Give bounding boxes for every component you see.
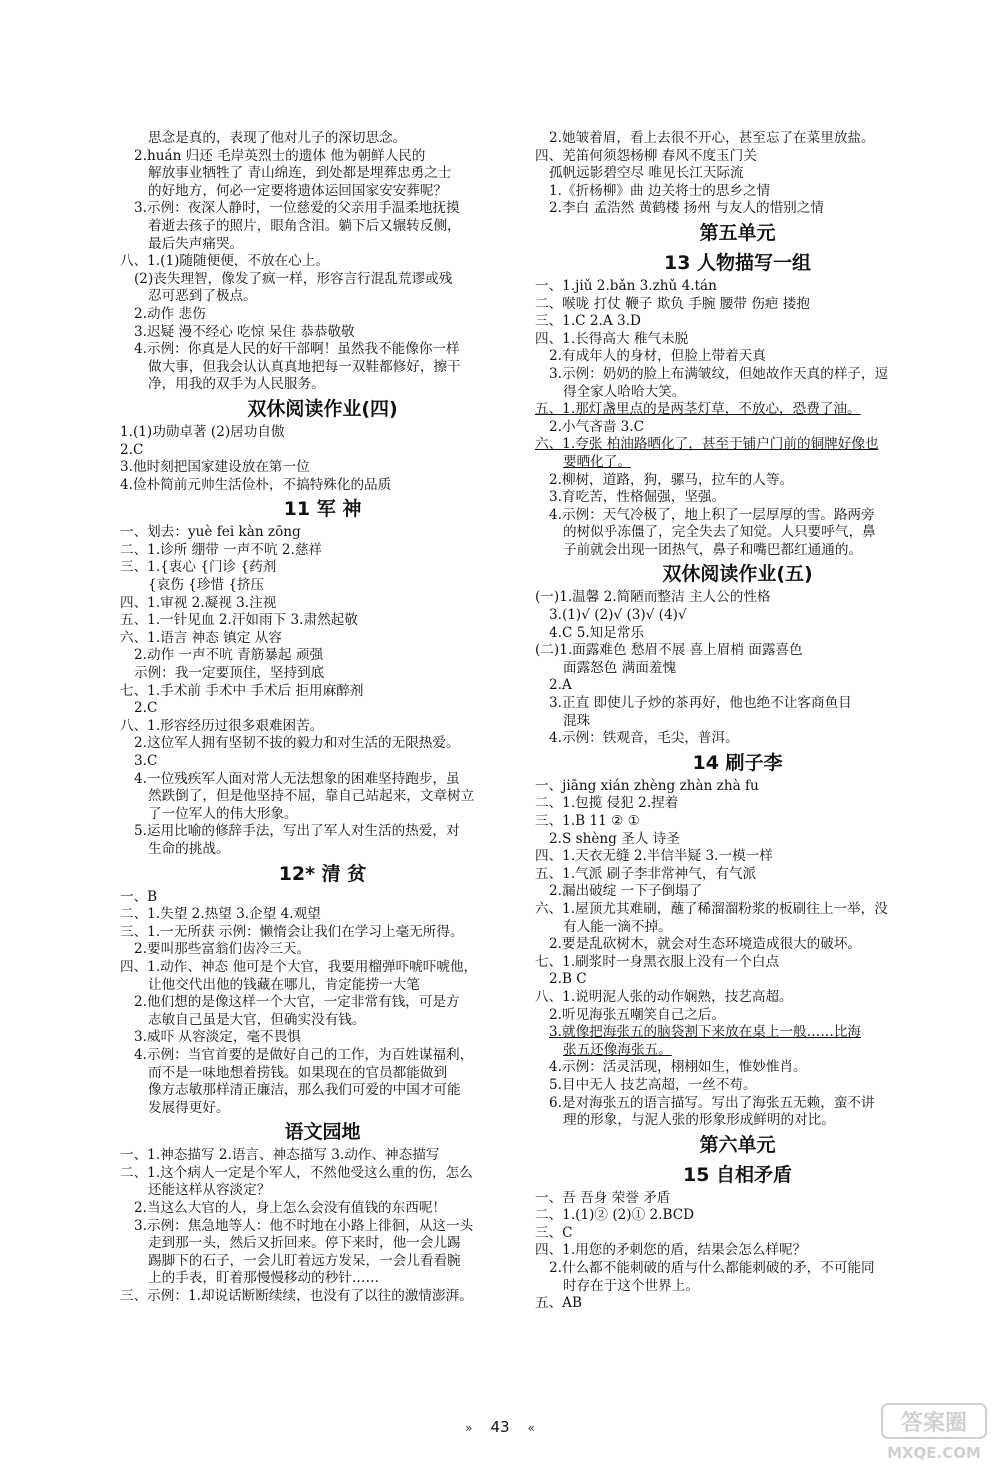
watermark-logo (880, 1400, 992, 1464)
answer-line: 七、1.刷浆时一身黑衣服上没有一个白点 (535, 953, 780, 970)
answer-line: 踢脚下的石子，一会儿盯着远方发呆，一会儿看看腕 (148, 1252, 461, 1269)
section-title: 语文园地 (284, 1121, 361, 1144)
answer-line: 5.目中无人 技艺高超，一丝不苟。 (549, 1076, 757, 1093)
answer-line: 净，用我的双手为人民服务。 (148, 376, 325, 393)
answer-line: 1.(1)功勋卓著 (2)居功自傲 (120, 423, 285, 440)
answer-line: 2.S shèng 圣人 诗圣 (549, 830, 680, 847)
left-ornament-icon: » (465, 1421, 473, 1435)
answer-line: (一)1.温馨 2.简陋而整洁 主人公的性格 (535, 589, 771, 606)
answer-line: 4.一位残疾军人面对常人无法想象的困难坚持跑步，虽 (134, 770, 460, 787)
answer-line: 最后失声痛哭。 (148, 235, 244, 252)
answer-line: 2.李白 孟浩然 黄鹤楼 扬州 与友人的惜别之情 (549, 200, 824, 217)
answer-line: 二、喉咙 打仗 鞭子 欺负 手腕 腰带 伤疤 搂抱 (535, 295, 810, 312)
answer-line: 的树似乎冻僵了，完全失去了知觉。人只要呼气，鼻 (563, 524, 876, 541)
answer-line: 4.示例：铁观音，毛尖，普洱。 (549, 730, 739, 747)
answer-line: 思念是真的，表现了他对儿子的深切思念。 (148, 130, 407, 146)
answer-line: 三、C (535, 1224, 573, 1241)
underlined-text: 要晒化了。 (563, 453, 631, 470)
answer-line: 五、1.气派 刷子李非常神气，有气派 (535, 865, 757, 882)
answer-line: 五、1.一针见血 2.汗如雨下 3.肃然起敬 (120, 612, 358, 629)
answer-line: 四、1.审视 2.凝视 3.注视 (120, 594, 277, 611)
answer-line: 2.他们想的是像这样一个大官，一定非常有钱，可是方 (134, 994, 460, 1011)
right-column (535, 130, 940, 1313)
answer-line: 二、1.(1)② (2)① 2.BCD (535, 1207, 695, 1224)
answer-line: 然跌倒了，但是他坚持不屈，靠自己站起来，文章树立 (148, 788, 475, 805)
answer-line: 而不是一味地想着捞钱。如果现在的官员都能做到 (148, 1064, 448, 1081)
answer-line: 一、jiāng xián zhèng zhàn zhà fu (535, 777, 759, 794)
answer-line: 二、1.这个病人一定是个军人，不然他受这么重的伤，怎么 (120, 1164, 473, 1181)
answer-line: 2.漏出破绽 一下子倒塌了 (549, 883, 703, 900)
page-number: 43 (490, 1418, 510, 1436)
answer-line: 有人能一滴不掉。 (563, 918, 672, 935)
section-title: 双休阅读作业(五) (662, 563, 813, 586)
answer-line (535, 1024, 940, 1042)
answer-line: 做大事，但我会认认真真地把每一双鞋都修好，擦干 (148, 358, 461, 375)
answer-line: 2.有成年人的身材，但脸上带着天真 (549, 348, 766, 365)
answer-line: 3.示例：焦急地等人：他不时地在小路上徘徊，从这一头 (134, 1217, 474, 1234)
answer-line: 3.示例：夜深人静时，一位慈爱的父亲用手温柔地抚摸 (134, 200, 460, 217)
answer-line: 二、1.失望 2.热望 3.企望 4.观望 (120, 906, 321, 923)
answer-line (535, 436, 940, 454)
answer-line: 七、1.手术前 手术中 手术后 拒用麻醉剂 (120, 682, 364, 699)
answer-line: 一、划去：yuè fei kàn zōng (120, 524, 301, 541)
answer-line: 2.要叫那些富翁们齿冷三天。 (134, 941, 311, 958)
answer-line: (2)丧失理智，像发了疯一样，形容言行混乱荒谬或残 (134, 270, 453, 287)
answer-line: 4.示例：你真是人民的好干部啊！虽然我不能像你一样 (134, 341, 460, 358)
answer-line: 2.动作 悲伤 (134, 305, 206, 322)
section-title: 第六单元 (699, 1133, 776, 1156)
answer-line: 2.这位军人拥有坚韧不拔的毅力和对生活的无限热爱。 (134, 735, 460, 752)
answer-line: 3.育吃苦，性格倔强，坚强。 (549, 489, 726, 506)
answer-line: 2.C (120, 441, 144, 458)
answer-line: 三、1.一无所获 示例：懒惰会让我们在学习上毫无所得。 (120, 923, 464, 940)
section-title: 12* 清 贫 (278, 862, 367, 885)
answer-line: 2.要是乱砍树木，就会对生态环境造成很大的破坏。 (549, 936, 862, 953)
answer-line: 六、1.语言 神态 镇定 从容 (120, 629, 282, 646)
answer-line: 2.小气吝啬 3.C (549, 418, 645, 435)
answer-line: 4.C 5.知足常乐 (549, 624, 645, 641)
answer-line: 2.当这么大官的人，身上怎么会没有值钱的东西呢！ (134, 1200, 447, 1217)
answer-line: 子前就会出现一团热气，鼻子和嘴巴都红通通的。 (563, 541, 863, 558)
underlined-text: 张五还像海张五。 (563, 1041, 672, 1058)
answer-line: 像方志敏那样清正廉洁，那么我们可爱的中国才可能 (148, 1082, 461, 1099)
answer-line: {哀伤 {珍惜 {挤压 (148, 577, 265, 594)
answer-line (535, 401, 940, 419)
answer-line: 四、羌笛何须怨杨柳 春风不度玉门关 (535, 147, 757, 164)
answer-line: 的好地方，何必一定要将遗体运回国家安安葬呢？ (148, 182, 448, 199)
answer-line: 发展得更好。 (148, 1099, 230, 1116)
answer-line: 四、1.长得高大 稚气未脱 (535, 330, 689, 347)
answer-line: 三、1.C 2.A 3.D (535, 313, 641, 330)
answer-line: 得全家人哈哈大笑。 (563, 383, 686, 400)
answer-line: 还能这样从容淡定？ (148, 1182, 271, 1199)
answer-line: 1.《折杨柳》曲 边关将士的思乡之情 (549, 182, 771, 199)
underlined-text: 五、1.那灯盏里点的是两茎灯草，不放心，恐费了油。 (535, 401, 861, 418)
underlined-text: 3.就像把海张五的脑袋割下来放在桌上一般……比海 (549, 1024, 862, 1041)
page-footer (0, 1418, 1000, 1436)
answer-line: 2.柳树，道路，狗，骡马，拉车的人等。 (549, 471, 794, 488)
answer-line: 二、1.包揽 侵犯 2.捏着 (535, 795, 679, 812)
section-title: 11 军 神 (283, 498, 362, 521)
underlined-text: 六、1.夸张 柏油路晒化了，甚至于铺户门前的铜牌好像也 (535, 436, 879, 453)
section-title: 第五单元 (699, 221, 776, 244)
answer-line: 三、1.{衷心 {门诊 {药剂 (120, 559, 277, 576)
answer-line: (二)1.面露难色 愁眉不展 喜上眉梢 面露喜色 (535, 642, 803, 659)
section-title: 15 自相矛盾 (682, 1163, 793, 1186)
answer-line: 3.示例：奶奶的脸上布满皱纹，但她故作天真的样子，逗 (549, 365, 889, 382)
answer-line: 4.俭朴简前元帅生活俭朴，不搞特殊化的品质 (120, 476, 392, 493)
answer-line: 4.示例：当官首要的是做好自己的工作，为百姓谋福利， (134, 1046, 474, 1063)
answer-line: 让他交代出他的钱藏在哪儿，肯定能捞一大笔 (148, 976, 420, 993)
answer-line: 3.迟疑 漫不经心 吃惊 呆住 恭恭敬敬 (134, 323, 355, 340)
answer-line: 四、1.天衣无缝 2.半信半疑 3.一模一样 (535, 848, 773, 865)
answer-line: 八、1.说明泥人张的动作娴熟，技艺高超。 (535, 988, 793, 1005)
answer-line: 2.她皱着眉，看上去很不开心，甚至忘了在菜里放盐。 (549, 130, 875, 146)
answer-line: 4.示例：活灵活现，栩栩如生，惟妙惟肖。 (549, 1059, 807, 1076)
section-title: 13 人物描写一组 (663, 251, 812, 274)
answer-line: 2.听见海张五嘲笑自己之后。 (549, 1006, 726, 1023)
answer-line: 了一位军人的伟大形象。 (148, 805, 298, 822)
answer-line: 一、1.神态描写 2.语言、神态描写 3.动作、神态描写 (120, 1147, 440, 1164)
answer-line: 3.威吓 从容淡定，毫不畏惧 (134, 1029, 301, 1046)
answer-line (535, 1042, 940, 1060)
answer-line: 2.C (134, 700, 158, 717)
section-title: 双休阅读作业(四) (247, 397, 398, 420)
answer-line: 2.动作 一声不吭 青筋暴起 顽强 (134, 647, 324, 664)
answer-line: 忍可恶到了极点。 (148, 288, 257, 305)
answer-line (535, 454, 940, 472)
answer-line: 生命的挑战。 (148, 840, 230, 857)
answer-line: 解放事业牺牲了 青山绵连，到处都是埋葬忠勇之士 (148, 165, 452, 182)
answer-line: 三、1.B 11 ② ① (535, 813, 640, 829)
answer-line: 一、吾 吾身 荣誉 矛盾 (535, 1189, 671, 1206)
answer-line: 三、示例：1.却说话断断续续，也没有了以往的激情澎湃。 (120, 1288, 473, 1305)
answer-line: 3.(1)√ (2)√ (3)√ (4)√ (549, 607, 687, 624)
answer-line: 上的手表，盯着那慢慢移动的秒针…… (148, 1270, 380, 1287)
answer-line: 3.正直 即使儿子炒的茶再好，他也绝不让客商鱼目 (549, 695, 852, 712)
answer-line: 四、1.用您的矛刺您的盾，结果会怎么样呢？ (535, 1242, 807, 1259)
answer-line: 时存在于这个世界上。 (563, 1277, 699, 1294)
answer-line: 4.示例：天气冷极了，地上积了一层厚厚的雪。路两旁 (549, 506, 875, 523)
answer-line: 志敏自己虽是大官，但确实没有钱。 (148, 1011, 366, 1028)
answer-line: 3.他时刻把国家建设放在第一位 (120, 459, 310, 476)
answer-line: 3.C (134, 753, 158, 769)
answer-line: 五、AB (535, 1295, 582, 1312)
answer-line: 理的形象，与泥人张的形象形成鲜明的对比。 (563, 1112, 835, 1129)
answer-line: 混珠 (563, 712, 591, 729)
right-ornament-icon: « (527, 1421, 535, 1435)
svg-text:MXQE.COM: MXQE.COM (887, 1444, 981, 1462)
section-title: 14 刷子李 (692, 751, 783, 774)
answer-line: 2.huán 归还 毛岸英烈士的遗体 他为朝鲜人民的 (134, 147, 426, 164)
svg-text:答案圈: 答案圈 (900, 1411, 968, 1436)
answer-line: 八、1.(1)随随便便，不放在心上。 (120, 253, 329, 270)
answer-line: 5.运用比喻的修辞手法，写出了军人对生活的热爱，对 (134, 823, 460, 840)
answer-line: 2.A (549, 677, 572, 694)
answer-line: 着逝去孩子的照片，眼角含泪。躺下后又辗转反侧， (148, 217, 461, 234)
answer-line: 四、1.动作、神态 他可是个大官，我要用榴弹吓唬吓唬他， (120, 958, 478, 975)
answer-line: 6.是对海张五的语言描写。写出了海张五无赖，蛮不讲 (549, 1094, 875, 1111)
answer-line: 六、1.屋顶尤其难刷，蘸了稀溜溜粉浆的板刷往上一举，没 (535, 900, 888, 917)
answer-line: 面露怒色 满面羞愧 (563, 659, 677, 676)
answer-line: 二、1.诊所 绷带 一声不吭 2.慈祥 (120, 541, 323, 558)
answer-line: 孤帆远影碧空尽 唯见长江天际流 (549, 165, 744, 182)
answer-line: 2.B C (549, 971, 587, 988)
answer-line: 八、1.形容经历过很多艰难困苦。 (120, 717, 324, 734)
answer-line: 2.什么都不能刺破的盾与什么都能刺破的矛，不可能同 (549, 1260, 875, 1277)
answer-line: 一、B (120, 888, 158, 905)
left-column (120, 130, 525, 1306)
answer-line: 走到那一头，然后又折回来。停下来时，他一会儿踢 (148, 1235, 461, 1252)
answer-line: 示例：我一定要顶住，坚持到底 (134, 665, 325, 682)
answer-line: 一、1.jiǔ 2.bǎn 3.zhǔ 4.tán (535, 277, 717, 294)
